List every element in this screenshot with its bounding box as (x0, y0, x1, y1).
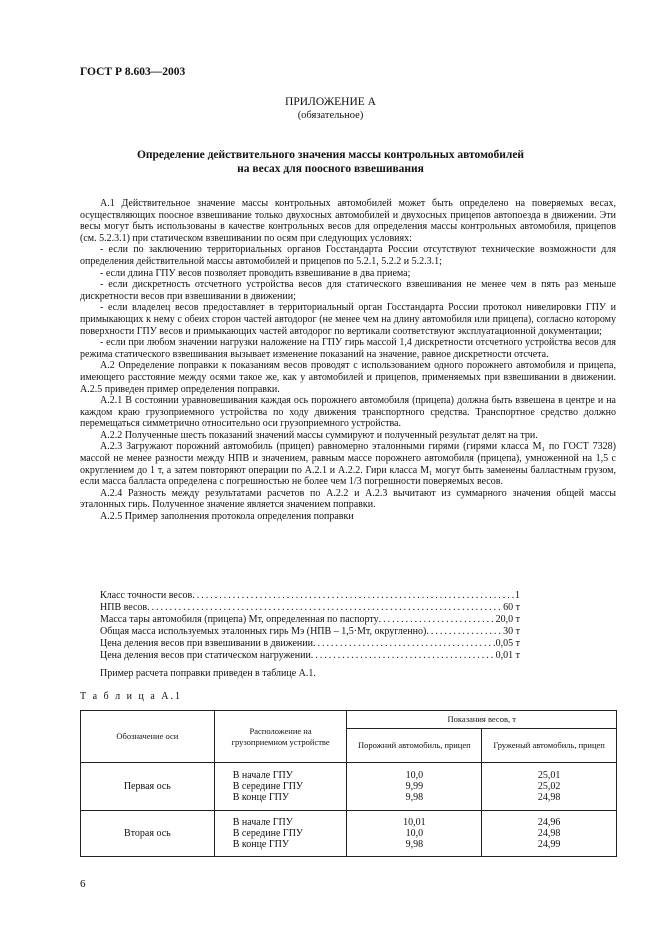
section-title-line-2: на весах для поосного взвешивания (237, 163, 424, 175)
protocol-value: 20,0 т (495, 614, 520, 625)
header-empty: Порожний автомобиль, прицеп (347, 729, 482, 763)
loaded-value: 24,98 (537, 792, 561, 803)
paragraph: - если по заключению территориальных органов Госстандарта России отсутствуют технические возможности для определения действительной массы автомобилей и прицепов по 5.2.1, 5.2.2 и 5.2.3.1; (80, 244, 616, 267)
position-cell: В середине ГПУ (232, 781, 303, 792)
protocol-row (100, 590, 520, 602)
protocol-value: 0,05 т (495, 638, 520, 649)
axle-name: Вторая ось (81, 811, 215, 857)
position-cell: В начале ГПУ (232, 770, 293, 781)
protocol-value: 30 т (503, 626, 520, 637)
appendix-subtitle: (обязательное) (297, 110, 364, 121)
empty-value: 10,01 (403, 817, 426, 828)
empty-value: 10,0 (405, 770, 424, 781)
protocol-row (100, 626, 520, 638)
loaded-value: 24,99 (537, 839, 561, 850)
loaded-value: 24,98 (537, 828, 561, 839)
table-row (81, 763, 617, 811)
section-title-line-1: Определение действительного значения массы контрольных автомобилей (136, 149, 525, 161)
empty-value: 9,99 (405, 781, 424, 792)
protocol-row (100, 602, 520, 614)
section-title (0, 148, 661, 176)
axle-name: Первая ось (81, 763, 215, 811)
protocol-row (100, 638, 520, 650)
header-position: Расположение на грузоприемном устройстве (214, 711, 347, 763)
protocol-list (100, 590, 520, 662)
paragraph: А.2.4 Разность между результатами расчетов по А.2.2 и А.2.3 вычитают из суммарного значения общей массы эталонных гирь. Полученное значение является значением поправки. (80, 487, 616, 511)
position-cell: В конце ГПУ (232, 839, 289, 850)
paragraph: - если длина ГПУ весов позволяет проводить взвешивание в два приема; (100, 267, 411, 279)
protocol-value: 60 т (503, 602, 520, 613)
header-loaded: Груженый автомобиль, прицеп (482, 729, 617, 763)
body-text (80, 198, 616, 523)
protocol-label: Цена деления весов при статическом нагружении (100, 650, 311, 661)
protocol-label: Масса тары автомобиля (прицепа) Mт, определенная по паспорту (100, 614, 379, 625)
paragraph: А.2.1 В состоянии уравновешивания каждая ось порожнего автомобиля (прицепа) должна быть взвешена в центре и на каждом краю грузоприемного устройства по ходу движения транспортного средства. Транспортное средство должно перемещаться симметрично относительно оси грузоприемного устройства. (80, 395, 616, 430)
results-table (80, 710, 617, 857)
protocol-row (100, 614, 520, 626)
protocol-label: НПВ весов (100, 602, 148, 613)
empty-value: 9,98 (405, 839, 424, 850)
page-number: 6 (80, 878, 86, 890)
appendix-title: ПРИЛОЖЕНИЕ А (285, 96, 376, 108)
paragraph: - если дискретность отсчетного устройства весов для статического взвешивания не менее чем в пять раз меньше дискретности весов при взвешивании в движении; (80, 279, 616, 302)
protocol-label: Общая масса используемых эталонных гирь Mэ (НПВ – 1,5·Mт, округленно) (100, 626, 427, 637)
protocol-value: 1 (515, 590, 520, 601)
protocol-label: Цена деления весов при взвешивании в движении (100, 638, 313, 649)
paragraph: - если владелец весов предоставляет в территориальный орган Госстандарта России протокол нивелировки ГПУ и примыкающих к нему с обеих сторон частей автодорог (не менее чем на длину автомобиля или прицепа), согласно которому поверхности ГПУ весов и примыкающих частей автодорог по вертикали соответствуют эксплуатационной документации; (80, 302, 616, 337)
document-header: ГОСТ Р 8.603—2003 (80, 66, 186, 78)
paragraph: А.2.5 Пример заполнения протокола определения поправки (100, 511, 354, 523)
loaded-value: 25,02 (537, 781, 561, 792)
protocol-value: 0,01 т (495, 650, 520, 661)
table-reference-text: Пример расчета поправки приведен в таблице А.1. (100, 668, 316, 679)
paragraph: А.2.3 Загружают порожний автомобиль (прицеп) равномерно эталонными гирями (гирями класса M₁ по ГОСТ 7328) массой не менее разности между НПВ и значением, равным массе порожнего автомобиля (прицепа), умноженной на 1,5 с округлением до 1 т, а затем повторяют операции по А.2.1 и А.2.2. Гири класса M₁ могут быть заменены балластным грузом, если масса балласта определена с погрешностью не более чем 1/3 погрешности поверяемых весов. (80, 441, 616, 488)
position-cell: В конце ГПУ (232, 792, 289, 803)
header-axle: Обозначение оси (81, 711, 215, 763)
position-cell: В начале ГПУ (232, 817, 293, 828)
protocol-label: Класс точности весов (100, 590, 193, 601)
empty-value: 10,0 (405, 828, 424, 839)
paragraph: А.2 Определение поправки к показаниям весов проводят с использованием одного порожнего автомобиля и прицепа, имеющего расстояние между осями такое же, как у автомобилей и прицепов, применяемых при взвешивании в движении. А.2.5 приведен пример определения поправки. (80, 360, 616, 395)
table-caption: Т а б л и ц а А.1 (80, 691, 182, 702)
protocol-row (100, 650, 520, 662)
loaded-value: 25,01 (537, 770, 561, 781)
paragraph: А.1 Действительное значение массы контрольных автомобилей может быть определено на поверяемых весах, осуществляющих поосное взвешивание только двухосных автомобилей и двухосных прицепов автопоезда в движении. Эти весы могут быть использованы в качестве контрольных весов для определения массы контрольных автомобиля, прицепов (см. 5.2.3.1) при статическом взвешивании по осям при следующих условиях: (80, 198, 616, 244)
header-readings: Показания весов, т (347, 711, 617, 729)
loaded-value: 24,96 (537, 817, 561, 828)
position-cell: В середине ГПУ (232, 828, 303, 839)
paragraph: А.2.2 Полученные шесть показаний значений массы суммируют и полученный результат делят на три. (100, 429, 538, 441)
paragraph: - если при любом значении нагрузки наложение на ГПУ гирь массой 1,4 дискретности отсчетного устройства весов для режима статического взвешивания вызывает изменение показаний на значение, равное дискретности отсчета. (80, 337, 616, 360)
empty-value: 9,98 (405, 792, 424, 803)
table-row (81, 811, 617, 857)
